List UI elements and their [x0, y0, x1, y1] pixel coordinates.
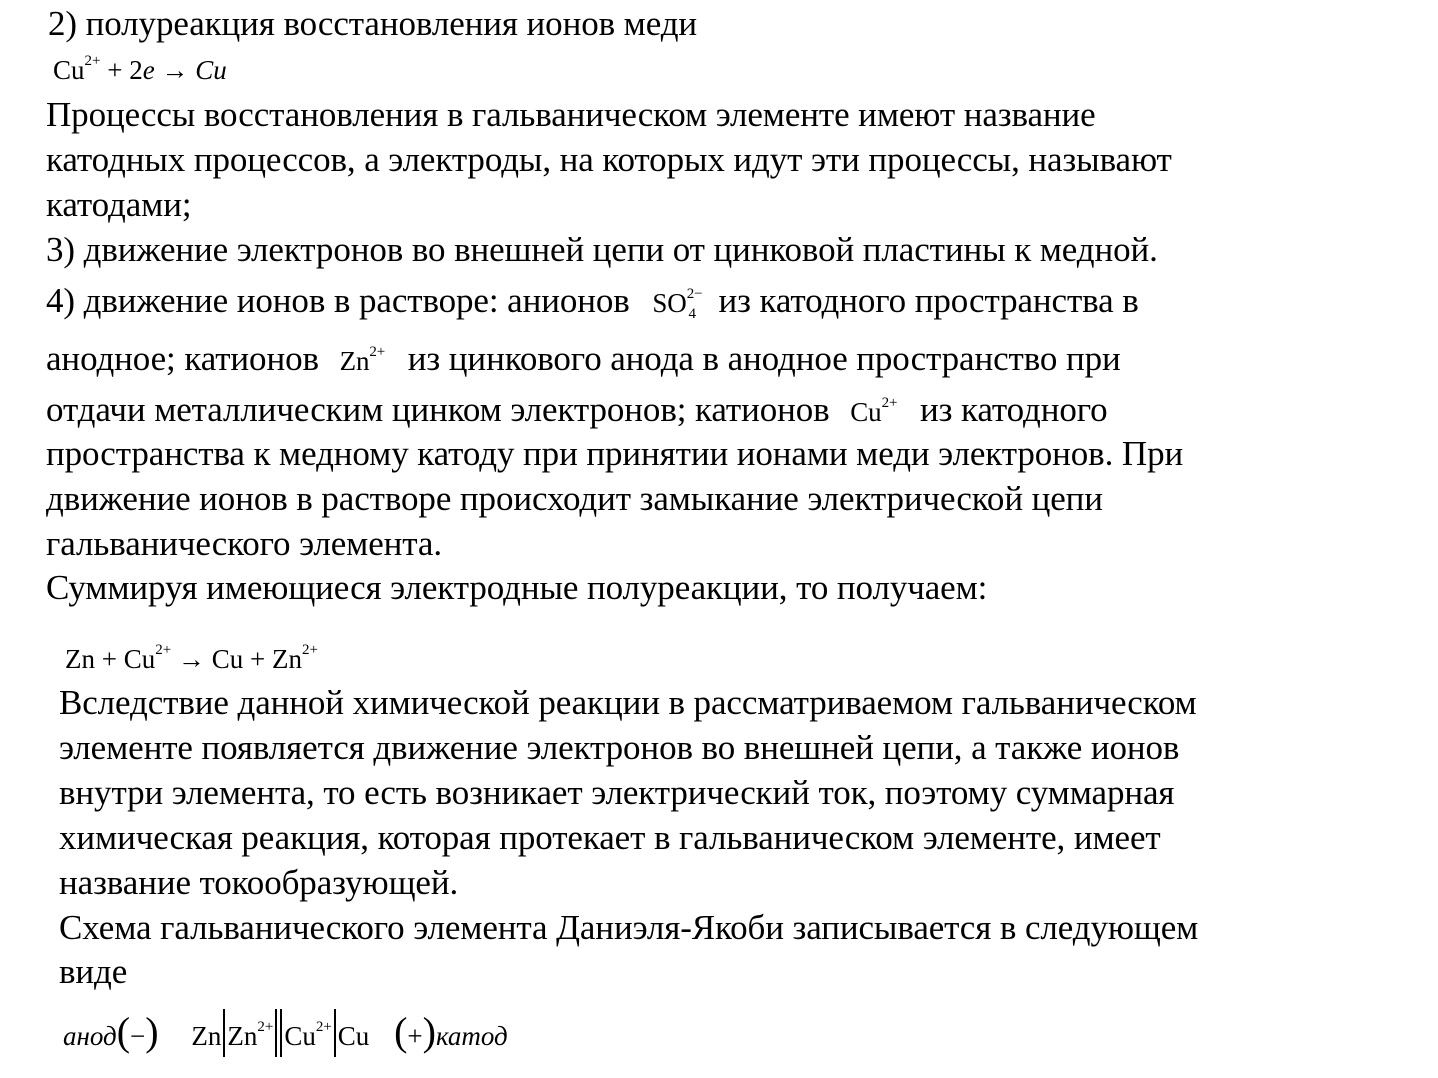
eq-copper-product: Cu	[195, 55, 227, 85]
text-fragment: из катодного пространства в	[718, 281, 1139, 320]
copper-reduction-equation	[53, 53, 227, 85]
scheme-paren: )	[422, 1009, 436, 1054]
ion-charge: 2+	[881, 395, 898, 411]
eq-copper-ion: Cu	[123, 644, 156, 674]
text-line-anions	[46, 281, 1139, 322]
text-line: химическая реакция, которая протекает в гальваническом элементе, имеет	[59, 818, 1161, 857]
text-fragment: 4) движение ионов в растворе: анионов	[46, 281, 630, 320]
scheme-cathode-label: катод	[435, 1021, 508, 1051]
eq-arrow: →	[177, 644, 205, 674]
text-line: Схема гальванического элемента Даниэля-Якоби записывается в следующем	[59, 908, 1199, 947]
scheme-plus-sign: +	[407, 1021, 423, 1051]
text-fragment: из цинкового анода в анодное пространство при	[407, 339, 1121, 378]
scheme-zinc-ion: Zn	[227, 1021, 258, 1051]
text-fragment: анодное; катионов	[46, 339, 319, 378]
text-line: внутри элемента, то есть возникает электрический ток, поэтому суммарная	[59, 773, 1175, 812]
eq-electron: e	[142, 55, 155, 85]
text-fragment: отдачи металлическим цинком электронов; катионов	[46, 390, 830, 429]
ion-symbol: Zn	[339, 346, 370, 376]
eq-copper: Cu	[53, 55, 85, 85]
ion-symbol: SO	[652, 288, 687, 318]
ion-subscript: 4	[688, 306, 696, 322]
phase-boundary	[334, 1009, 336, 1057]
sulfate-ion	[652, 286, 703, 322]
scheme-paren: (	[116, 1009, 131, 1054]
eq-copper-charge: 2+	[84, 53, 101, 69]
text-line: Вследствие данной химической реакции в рассматриваемом гальваническом	[59, 683, 1197, 722]
text-line: Процессы восстановления в гальваническом элементе имеют название	[46, 95, 1096, 134]
eq-plus-two: + 2	[107, 55, 143, 85]
text-line: гальванического элемента.	[46, 524, 443, 563]
phase-boundary	[223, 1009, 225, 1057]
text-line-zinc-cations	[46, 341, 1121, 376]
scheme-paren: (	[394, 1009, 408, 1054]
scheme-charge: 2+	[257, 1019, 274, 1035]
copper-ion	[850, 397, 897, 427]
overall-reaction-equation	[65, 642, 318, 674]
eq-plus: +	[249, 644, 266, 674]
text-line: виде	[59, 952, 128, 991]
text-line: катодных процессов, а электроды, на которых идут эти процессы, называют	[46, 140, 1172, 179]
scheme-anode-label: анод	[63, 1021, 117, 1051]
text-line: название токообразующей.	[59, 863, 459, 902]
text-line: Суммируя имеющиеся электродные полуреакции, то получаем:	[46, 568, 988, 607]
eq-charge: 2+	[301, 642, 318, 658]
scheme-paren: )	[145, 1009, 159, 1054]
eq-zinc: Zn	[65, 644, 95, 674]
galvanic-cell-scheme	[63, 1009, 508, 1057]
text-line: пространства к медному катоду при принятии ионами меди электронов. При	[46, 434, 1184, 473]
scheme-charge: 2+	[315, 1019, 332, 1035]
scheme-zinc: Zn	[191, 1021, 222, 1051]
ion-symbol: Cu	[850, 397, 882, 427]
salt-bridge	[275, 1009, 282, 1057]
scheme-copper-ion: Cu	[284, 1021, 316, 1051]
ion-charge: 2−	[686, 286, 703, 302]
text-line-copper-cations	[46, 392, 1108, 427]
ion-charge: 2+	[369, 344, 386, 360]
text-line: элементе появляется движение электронов во внешней цепи, а также ионов	[59, 728, 1180, 767]
eq-copper: Cu	[211, 644, 244, 674]
eq-arrow: →	[161, 55, 189, 85]
text-line: катодами;	[46, 185, 192, 224]
text-line: 3) движение электронов во внешней цепи от цинковой пластины к медной.	[46, 230, 1158, 269]
eq-charge: 2+	[155, 642, 172, 658]
scheme-copper: Cu	[337, 1021, 370, 1051]
text-fragment: из катодного	[920, 390, 1108, 429]
scheme-minus-sign: −	[130, 1021, 146, 1051]
eq-zinc-ion: Zn	[271, 644, 302, 674]
heading-copper-reduction: 2) полуреакция восстановления ионов меди	[48, 4, 698, 43]
eq-plus: +	[101, 644, 117, 674]
text-line: движение ионов в растворе происходит замыкание электрической цепи	[46, 479, 1103, 518]
zinc-ion	[340, 346, 386, 376]
